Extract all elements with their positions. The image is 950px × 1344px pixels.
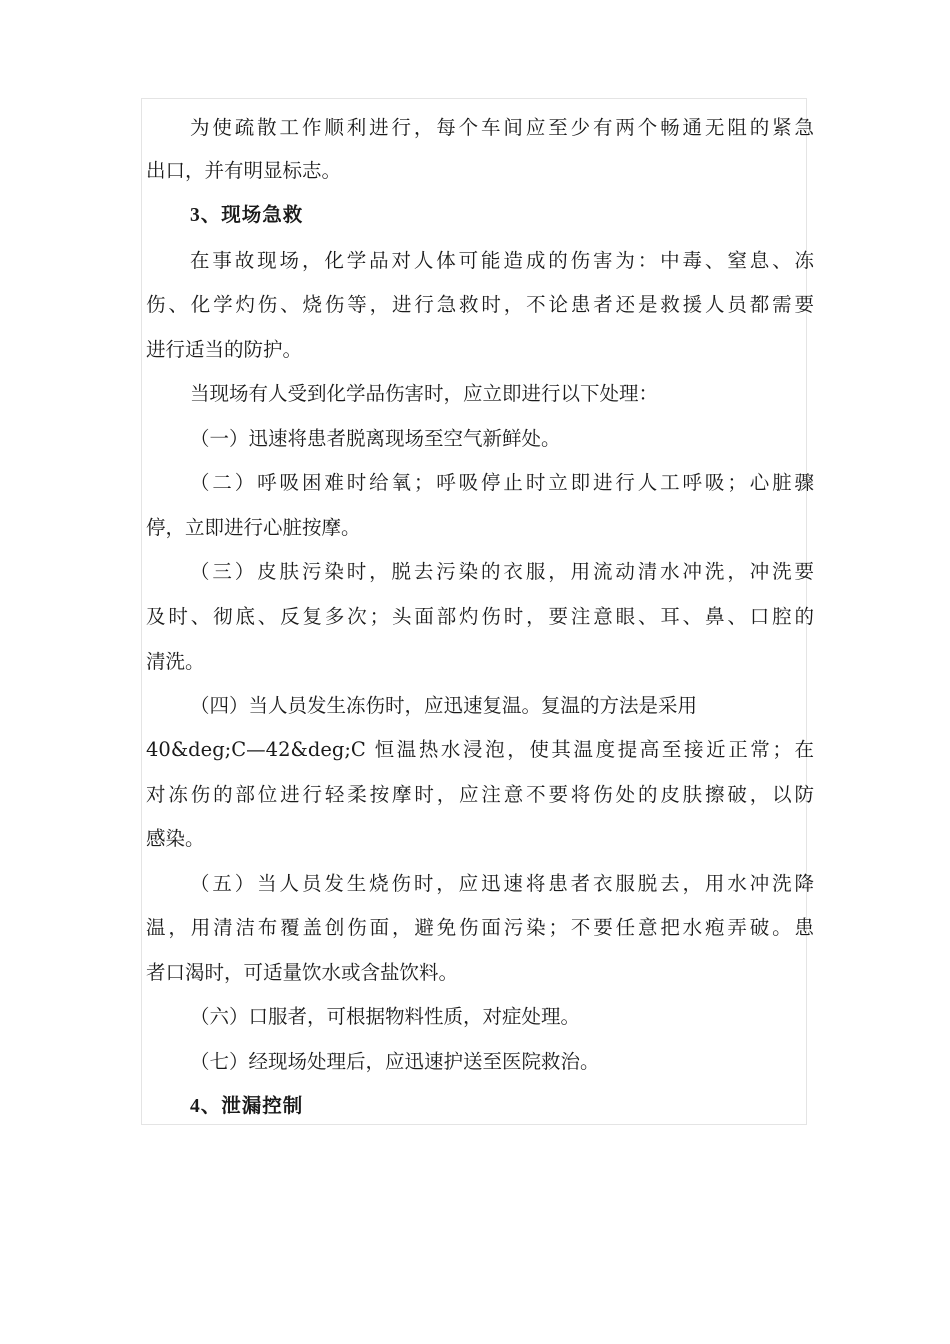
list-item: （二）呼吸困难时给氧；呼吸停止时立即进行人工呼吸；心脏骤 [190,471,814,494]
list-item: （四）当人员发生冻伤时，应迅速复温。复温的方法是采用 [190,694,698,717]
section-heading-first-aid: 3、现场急救 [190,205,304,226]
section-heading-leak-control: 4、泄漏控制 [190,1096,304,1117]
list-item-continuation: 感染。 [146,827,205,850]
paragraph-line: 出口，并有明显标志。 [146,159,342,182]
paragraph-line: 在事故现场，化学品对人体可能造成的伤害为：中毒、窒息、冻 [190,249,814,272]
list-item-continuation: 者口渴时，可适量饮水或含盐饮料。 [146,961,459,984]
list-item-continuation: 40&deg;C—42&deg;C 恒温热水浸泡，使其温度提高至接近正常；在 [146,738,814,761]
paragraph-line: 进行适当的防护。 [146,338,303,361]
list-item-continuation: 清洗。 [146,650,205,673]
list-item-continuation: 及时、彻底、反复多次；头面部灼伤时，要注意眼、耳、鼻、口腔的 [146,605,814,628]
list-item: （六）口服者，可根据物料性质，对症处理。 [190,1005,581,1028]
paragraph-line: 伤、化学灼伤、烧伤等，进行急救时，不论患者还是救援人员都需要 [146,293,814,316]
list-item-continuation: 对冻伤的部位进行轻柔按摩时，应注意不要将伤处的皮肤擦破，以防 [146,783,814,806]
list-item: （一）迅速将患者脱离现场至空气新鲜处。 [190,427,561,450]
list-item-continuation: 温，用清洁布覆盖创伤面，避免伤面污染；不要任意把水疱弄破。患 [146,916,814,939]
list-item: （三）皮肤污染时，脱去污染的衣服，用流动清水冲洗，冲洗要 [190,560,814,583]
list-item: （五）当人员发生烧伤时，应迅速将患者衣服脱去，用水冲洗降 [190,872,814,895]
paragraph-line: 当现场有人受到化学品伤害时，应立即进行以下处理： [190,382,659,405]
paragraph-line: 为使疏散工作顺利进行，每个车间应至少有两个畅通无阻的紧急 [190,116,814,139]
list-item: （七）经现场处理后，应迅速护送至医院救治。 [190,1050,600,1073]
list-item-continuation: 停，立即进行心脏按摩。 [146,516,361,539]
